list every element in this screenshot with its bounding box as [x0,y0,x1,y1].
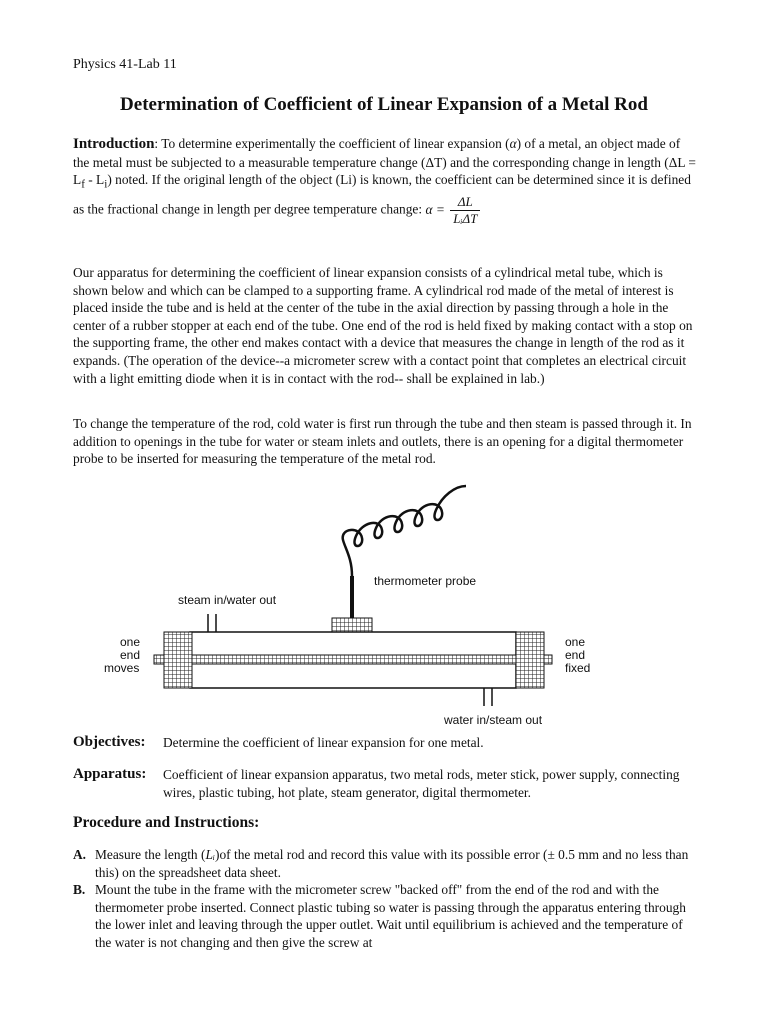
subscript-i: i [104,178,108,191]
right-end-label-3: fixed [565,661,591,675]
step-text: Mount the tube in the frame with the micrometer screw "backed off" from the end of the rod and with the thermometer probe inserted. Connect plastic tubing so water is passing through the apparatus entering through the lower inlet and leaving through the upper outlet. Wait until equilibrium is achieved and the temperature of the water is not changing and then give the screw at [95,882,686,950]
step-a-variable: Lᵢ [205,847,216,862]
thermometer-wire [343,486,466,576]
right-end-label-1: one [565,635,586,649]
alpha-symbol: α [509,136,517,151]
step-a-text-b: )of the metal rod and record this value with its possible error (± 0.5 mm and no less than this) on the spreadsheet data sheet. [95,847,689,880]
step-marker: B. [73,882,86,897]
introduction-paragraph [73,135,696,227]
intro-text-a: : To determine experimentally the coefficient of linear expansion ( [154,136,510,151]
temperature-change-paragraph: To change the temperature of the rod, cold water is first run through the tube and then steam is passed through it. In addition to openings in the tube for water or steam inlets and outlets, there is an opening for a digital thermometer probe to be inserted for measuring the temperature of the metal rod. [73,416,692,467]
step-a-text-a: Measure the length ( [95,847,206,862]
apparatus-description-paragraph: Our apparatus for determining the coefficient of linear expansion consists of a cylindrical metal tube, which is shown below and which can be clamped to a supporting frame. A cylindrical rod made of the metal of interest is placed inside the tube and is held at the center of the tube in the axial direction by passing through a hole in the center of a rubber stopper at each end of the tube. One end of the rod is held fixed by making contact with a stop on the supporting frame, the other end makes contact with a device that measures the change in length of the rod as it expands. (The operation of the device--a micrometer screw with a contact point that completes an electrical circuit with a light emitting diode when it is in contact with the rod-- shall be explained in lab.) [73,265,693,386]
metal-rod [154,655,552,664]
formula-numerator: ΔL [450,194,480,211]
apparatus-label: Apparatus: [73,766,147,782]
left-end-label-3: moves [104,661,140,675]
intro-text-b: ) of a metal, an object made of the metal must be subjected to a measurable temperature change (ΔT) and the corresponding change in length (ΔL = L [73,136,696,188]
right-stopper [516,632,544,688]
formula-fraction [450,194,480,227]
step-text [95,846,695,881]
right-end-label-2: end [565,648,586,662]
objectives-label: Objectives: [73,734,146,750]
intro-text-c: - L [84,172,105,188]
thermometer-probe-label: thermometer probe [374,574,477,588]
formula-lhs: α = [425,202,445,218]
introduction-heading: Introduction [73,136,155,152]
page-title: Determination of Coefficient of Linear Expansion of a Metal Rod [120,94,648,115]
left-end-label-1: one [120,635,141,649]
objectives-text: Determine the coefficient of linear expansion for one metal. [163,735,484,750]
water-in-label: water in/steam out [444,713,543,727]
formula [425,194,480,227]
step-marker: A. [73,847,87,862]
subscript-f: f [81,178,85,191]
left-stopper [164,632,192,688]
apparatus-diagram [0,478,768,733]
intro-text-d: ) noted. If the original length of the object (Li) is known, the coefficient can be determined since it is defined as the fractional change in length per degree temperature change: [73,172,691,218]
left-end-label-2: end [120,648,141,662]
steam-in-label: steam in/water out [178,593,277,607]
formula-denominator: LᵢΔT [453,211,478,227]
apparatus-text: Coefficient of linear expansion apparatus, two metal rods, meter stick, power supply, connecting wires, plastic tubing, hot plate, steam generator, digital thermometer. [163,767,680,800]
procedure-heading: Procedure and Instructions: [73,814,260,831]
course-header: Physics 41-Lab 11 [73,57,177,72]
